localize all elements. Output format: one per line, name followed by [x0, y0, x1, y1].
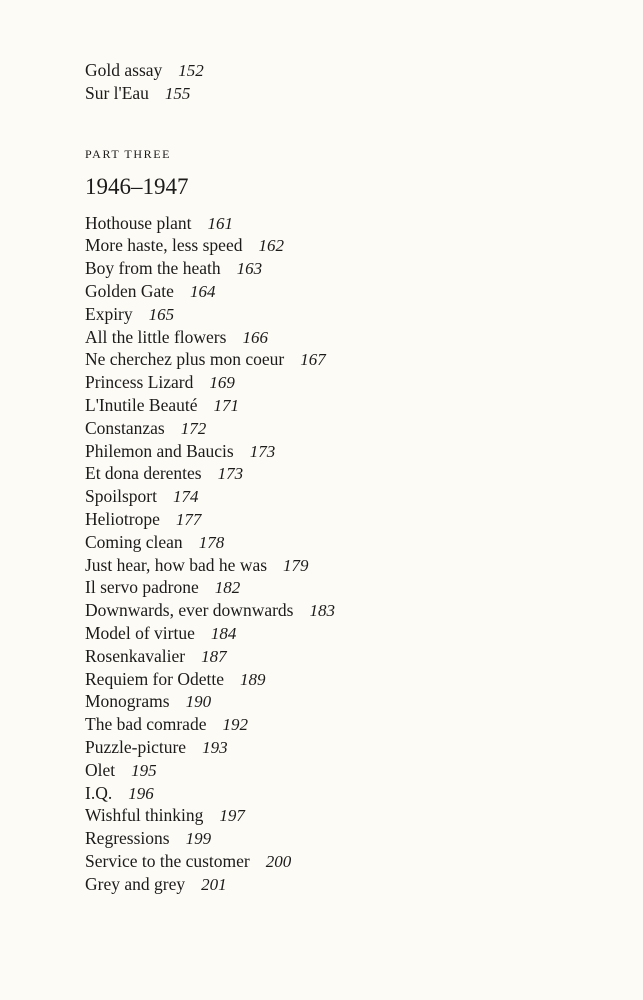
entry-page-number: 192	[222, 715, 248, 735]
toc-entry	[85, 759, 605, 782]
entry-title: Model of virtue	[85, 622, 195, 643]
entry-page-number: 172	[180, 418, 207, 438]
entry-title: Service to the customer	[85, 850, 250, 871]
toc-entry	[85, 234, 605, 257]
toc-entry	[85, 394, 605, 417]
toc-entry-list	[85, 212, 605, 896]
entry-title: Hothouse plant	[85, 212, 192, 233]
entry-page-number: 152	[178, 61, 204, 80]
entry-page-number: 174	[172, 487, 199, 507]
entry-title: Puzzle-picture	[85, 736, 187, 757]
entry-title: Expiry	[85, 303, 133, 324]
toc-entry	[85, 873, 605, 896]
entry-page-number: 201	[201, 874, 227, 894]
toc-entry	[85, 782, 605, 805]
entry-title: All the little flowers	[85, 326, 227, 347]
entry-page-number: 200	[265, 851, 292, 871]
entry-title: Downwards, ever downwards	[85, 600, 294, 621]
toc-entry	[85, 850, 605, 873]
entry-page-number: 171	[213, 395, 239, 415]
toc-entry	[85, 348, 605, 371]
entry-page-number: 184	[210, 623, 237, 643]
entry-page-number: 178	[198, 532, 225, 552]
toc-entry	[85, 212, 605, 235]
entry-title: Rosenkavalier	[85, 645, 186, 666]
toc-entry	[85, 303, 605, 326]
entry-page-number: 187	[201, 646, 227, 666]
entry-page-number: 189	[239, 669, 266, 689]
entry-page-number: 173	[217, 464, 244, 484]
entry-title: Il servo padrone	[85, 577, 199, 598]
entry-title: Grey and grey	[85, 873, 186, 894]
entry-title: Just hear, how bad he was	[85, 554, 268, 575]
entry-title: Spoilsport	[85, 486, 157, 507]
entry-page-number: 173	[249, 441, 276, 461]
entry-page-number: 190	[185, 692, 212, 712]
toc-entry	[85, 554, 605, 577]
toc-entry	[85, 736, 605, 759]
entry-page-number: 161	[207, 213, 233, 233]
entry-page-number: 155	[164, 83, 191, 103]
toc-entry	[85, 668, 605, 691]
entry-page-number: 164	[189, 281, 216, 301]
entry-page-number: 199	[185, 829, 212, 849]
entry-page-number: 193	[202, 737, 228, 757]
entry-title: Requiem for Odette	[85, 668, 224, 689]
entry-page-number: 162	[258, 236, 284, 256]
toc-entry	[85, 599, 605, 622]
entry-page-number: 163	[236, 259, 263, 279]
entry-page-number: 195	[131, 760, 157, 780]
toc-entry	[85, 576, 605, 599]
entry-title: Boy from the heath	[85, 258, 221, 279]
toc-entry	[85, 257, 605, 280]
entry-title: The bad comrade	[85, 714, 207, 735]
toc-entry	[85, 371, 605, 394]
entry-page-number: 182	[214, 578, 241, 598]
entry-title: More haste, less speed	[85, 235, 243, 256]
toc-entry	[85, 531, 605, 554]
entry-page-number: 197	[219, 806, 245, 826]
entry-page-number: 183	[309, 601, 335, 621]
entry-page-number: 169	[209, 373, 235, 393]
toc-entry	[85, 804, 605, 827]
entry-page-number: 179	[283, 555, 309, 575]
entry-title: Ne cherchez plus mon coeur	[85, 349, 285, 370]
entry-title: Princess Lizard	[85, 372, 194, 393]
entry-title: Coming clean	[85, 531, 183, 552]
toc-entry	[85, 690, 605, 713]
entry-page-number: 177	[175, 509, 202, 529]
entry-title: I.Q.	[85, 782, 113, 803]
entry-title: Regressions	[85, 828, 170, 849]
toc-entry	[85, 485, 605, 508]
entry-title: Heliotrope	[85, 508, 160, 529]
entry-title: Et dona derentes	[85, 463, 202, 484]
entry-page-number: 196	[128, 783, 154, 803]
entry-title: Philemon and Baucis	[85, 440, 234, 461]
part-title: 1946–1947	[85, 173, 189, 199]
entry-title: Sur l'Eau	[85, 82, 149, 103]
toc-top-entries	[85, 59, 605, 105]
entry-title: Olet	[85, 759, 116, 780]
toc-entry	[85, 827, 605, 850]
toc-entry	[85, 280, 605, 303]
toc-entry	[85, 417, 605, 440]
toc-entry	[85, 645, 605, 668]
toc-entry	[85, 622, 605, 645]
entry-title: Wishful thinking	[85, 805, 204, 826]
table-of-contents	[85, 59, 605, 896]
entry-title: Monograms	[85, 691, 170, 712]
entry-title: Golden Gate	[85, 280, 174, 301]
toc-entry	[85, 440, 605, 463]
entry-title: Constanzas	[85, 417, 165, 438]
toc-entry	[85, 713, 605, 736]
toc-entry	[85, 462, 605, 485]
toc-entry	[85, 508, 605, 531]
entry-page-number: 165	[148, 304, 175, 324]
toc-entry	[85, 326, 605, 349]
entry-title: Gold assay	[85, 60, 163, 80]
toc-entry	[85, 59, 605, 82]
toc-entry	[85, 82, 605, 105]
part-label: PART THREE	[85, 146, 172, 161]
entry-page-number: 167	[300, 350, 326, 370]
entry-title: L'Inutile Beauté	[85, 394, 198, 415]
entry-page-number: 166	[242, 327, 268, 347]
